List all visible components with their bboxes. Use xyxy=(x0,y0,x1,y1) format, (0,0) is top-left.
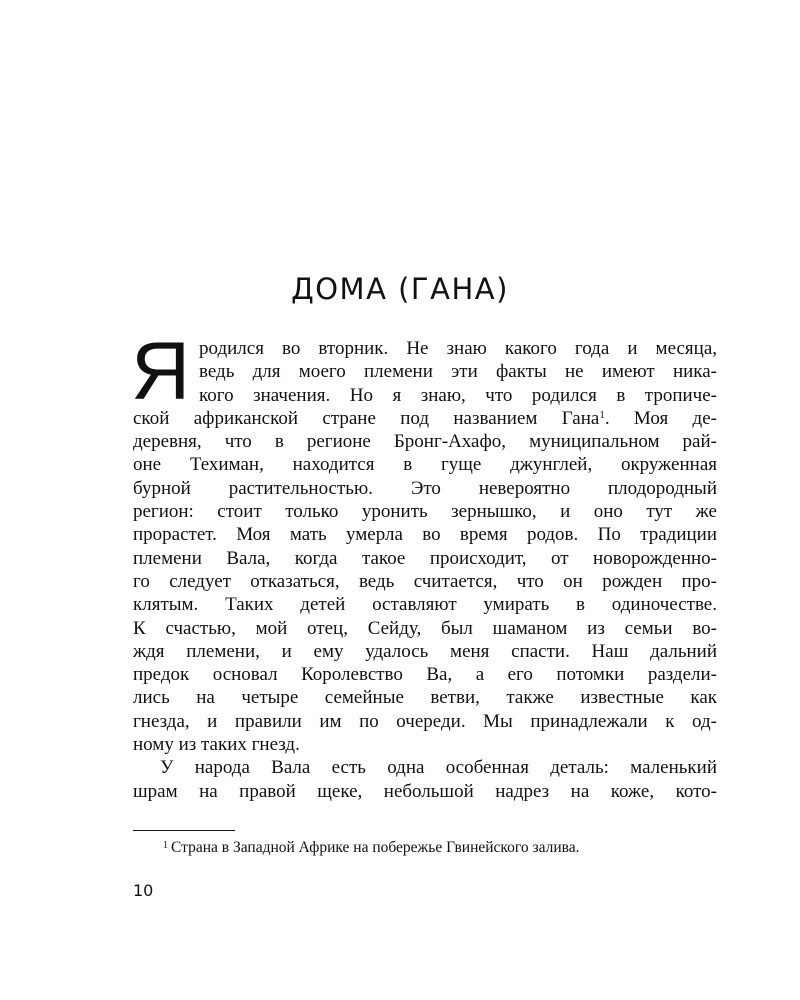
footnote-number: 1 xyxy=(163,840,168,851)
text-line: К счастью, мой отец, Сейду, был шаманом из семьи во- xyxy=(133,617,717,639)
drop-cap: Я xyxy=(131,326,191,417)
text-line: ждя племени, и ему удалось меня спасти. Наш дальний xyxy=(133,640,717,662)
page-number: 10 xyxy=(133,881,154,900)
text-line: родился во вторник. Не знаю какого года и месяца, xyxy=(199,338,717,359)
text-line: прорастет. Моя мать умерла во время родов. По традиции xyxy=(133,524,717,546)
text-line: клятым. Таких детей оставляют умирать в одиночестве. xyxy=(133,594,717,616)
chapter-title: ДОМА (ГАНА) xyxy=(291,272,509,306)
text-line: деревня, что в регионе Бронг-Ахафо, муниципальном рай- xyxy=(133,431,717,453)
footnote-reference[interactable]: 1 xyxy=(599,408,605,421)
footnote-divider xyxy=(133,830,235,831)
body-text xyxy=(131,326,717,803)
text-line: кого значения. Но я знаю, что родился в тропиче- xyxy=(199,384,717,406)
text-line: ведь для моего племени эти факты не имеют ника- xyxy=(199,361,717,383)
text-line-with-footnote-ref xyxy=(133,407,717,430)
text-line: предок основал Королевство Ва, а его потомки раздели- xyxy=(133,664,717,686)
text-line: племени Вала, когда такое происходит, от новорожденно- xyxy=(133,547,717,569)
text-line: лись на четыре семейные ветви, также известные как xyxy=(133,687,717,709)
text-line: регион: стоит только уронить зернышко, и оно тут же xyxy=(133,501,717,523)
footnote-text: Страна в Западной Африке на побережье Гвинейского залива. xyxy=(171,839,580,856)
text-fragment: ской африканской стране под названием Гана xyxy=(133,407,600,429)
text-line: оне Техиман, находится в гуще джунглей, окруженная xyxy=(133,454,717,476)
text-fragment: . Моя де- xyxy=(604,407,717,429)
text-line: бурной растительностью. Это невероятно плодородный xyxy=(133,477,717,499)
footnote xyxy=(163,838,580,858)
text-line: гнезда, и правили им по очереди. Мы принадлежали к од- xyxy=(133,710,717,732)
text-line: ному из таких гнезд. xyxy=(133,734,300,756)
text-line: У народа Вала есть одна особенная деталь: маленький xyxy=(160,757,717,779)
text-line: шрам на правой щеке, небольшой надрез на коже, кото- xyxy=(133,780,717,802)
text-line: го следует отказаться, ведь считается, что он рожден про- xyxy=(133,570,717,592)
